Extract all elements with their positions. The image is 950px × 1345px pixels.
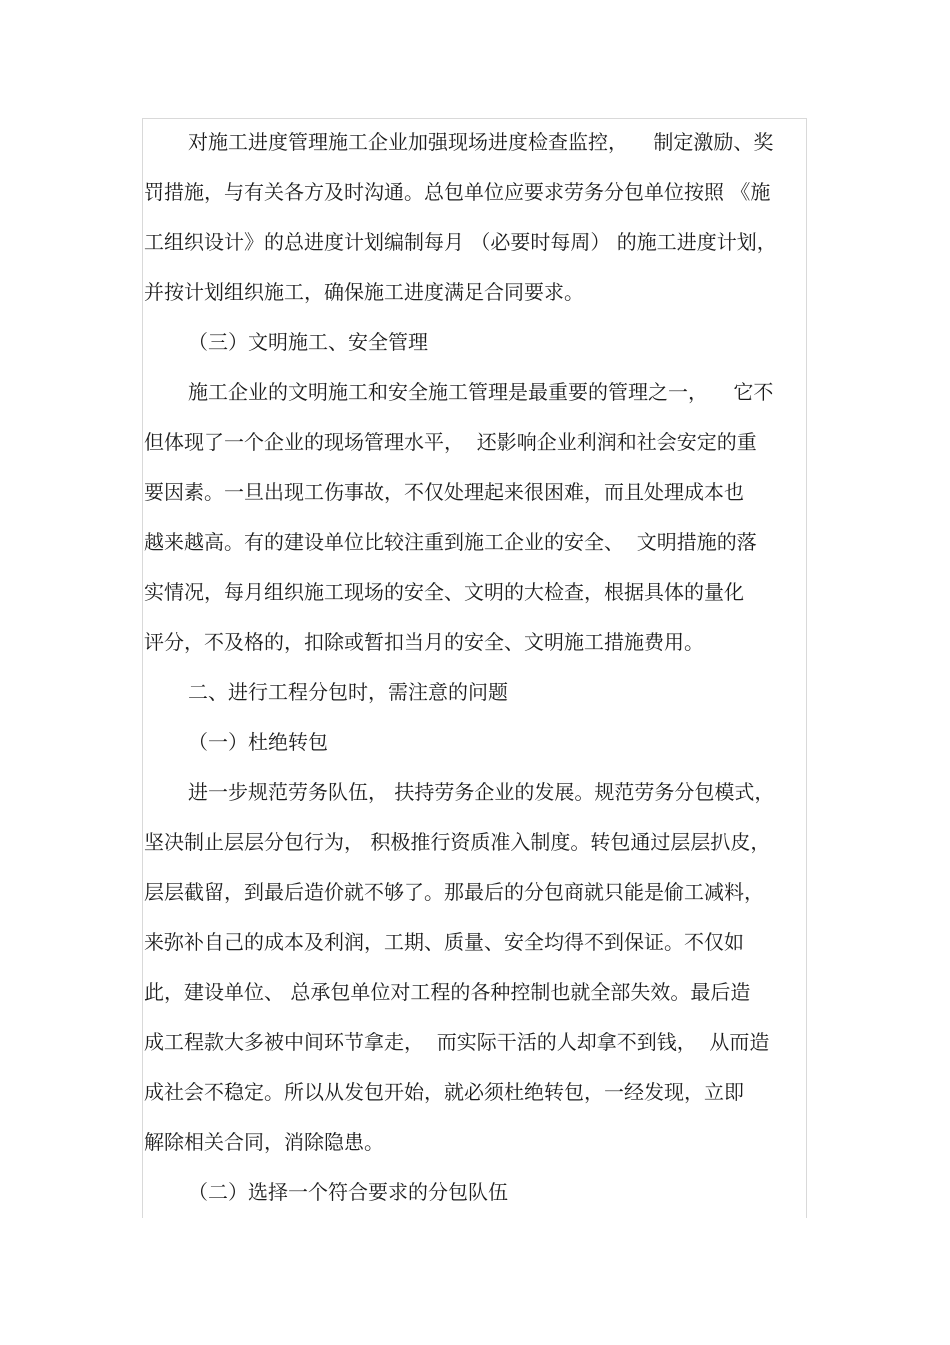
paragraph-line: 但体现了一个企业的现场管理水平， 还影响企业利润和社会安定的重	[144, 430, 757, 454]
page-frame-right	[806, 118, 807, 1218]
paragraph-line: 施工企业的文明施工和安全施工管理是最重要的管理之一， 它不	[188, 380, 774, 404]
section-heading: 二、进行工程分包时，需注意的问题	[188, 680, 508, 704]
paragraph-line: 层层截留，到最后造价就不够了。那最后的分包商就只能是偷工减料，	[144, 880, 764, 904]
paragraph-line: 成社会不稳定。所以从发包开始，就必须杜绝转包，一经发现，立即	[144, 1080, 744, 1104]
paragraph-line: 此，建设单位、 总承包单位对工程的各种控制也就全部失效。最后造	[144, 980, 751, 1004]
paragraph-line: 解除相关合同，消除隐患。	[144, 1130, 384, 1154]
paragraph-line: 工组织设计》的总进度计划编制每月 （必要时每周） 的施工进度计划，	[144, 230, 777, 254]
paragraph-line: 越来越高。有的建设单位比较注重到施工企业的安全、 文明措施的落	[144, 530, 757, 554]
subsection-heading: （一）杜绝转包	[188, 730, 328, 754]
subsection-heading: （二）选择一个符合要求的分包队伍	[188, 1180, 508, 1204]
paragraph-line: 进一步规范劳务队伍， 扶持劳务企业的发展。规范劳务分包模式，	[188, 780, 775, 804]
paragraph-line: 对施工进度管理施工企业加强现场进度检查监控， 制定激励、奖	[188, 130, 774, 154]
page-frame-left	[142, 118, 143, 1218]
paragraph-line: 成工程款大多被中间环节拿走， 而实际干活的人却拿不到钱， 从而造	[144, 1030, 770, 1054]
paragraph-line: 来弥补自己的成本及利润，工期、质量、安全均得不到保证。不仅如	[144, 930, 744, 954]
paragraph-line: 罚措施，与有关各方及时沟通。总包单位应要求劳务分包单位按照 《施	[144, 180, 771, 204]
paragraph-line: 要因素。一旦出现工伤事故，不仅处理起来很困难，而且处理成本也	[144, 480, 744, 504]
paragraph-line: 评分，不及格的，扣除或暂扣当月的安全、文明施工措施费用。	[144, 630, 704, 654]
document-body	[144, 117, 806, 1217]
paragraph-line: 实情况，每月组织施工现场的安全、文明的大检查，根据具体的量化	[144, 580, 744, 604]
paragraph-line: 并按计划组织施工，确保施工进度满足合同要求。	[144, 280, 584, 304]
paragraph-line: 坚决制止层层分包行为， 积极推行资质准入制度。转包通过层层扒皮，	[144, 830, 771, 854]
section-heading: （三）文明施工、安全管理	[188, 330, 428, 354]
